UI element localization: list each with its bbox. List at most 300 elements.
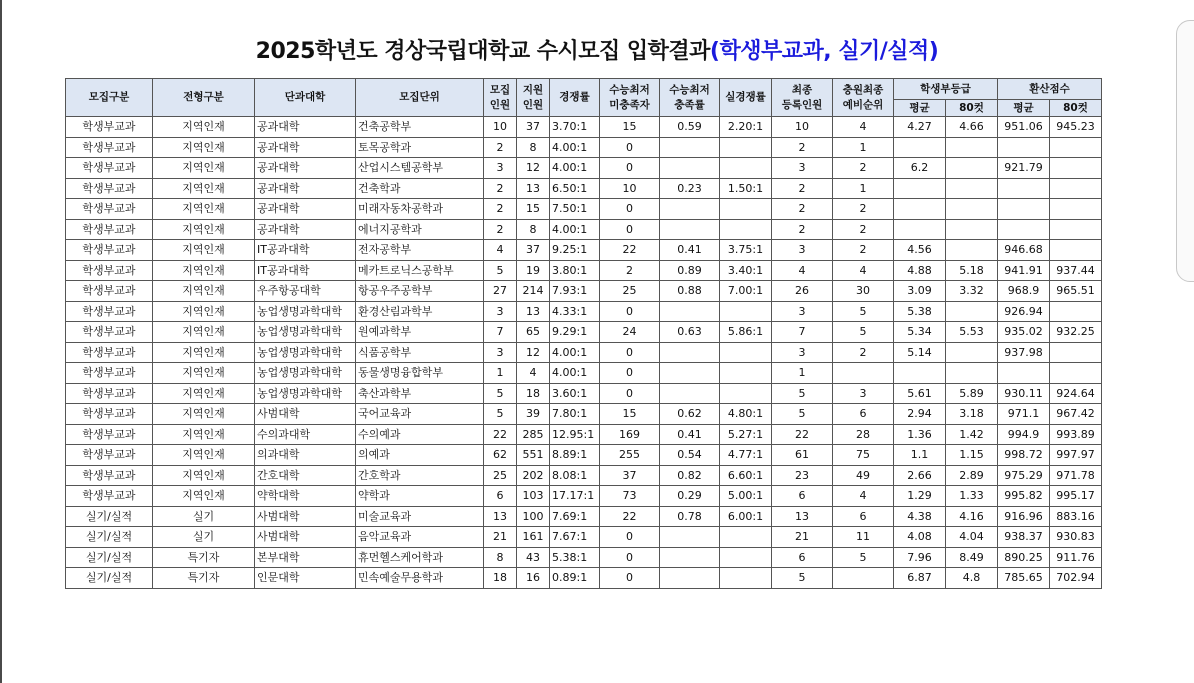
cell-track: 지역인재 [153, 486, 255, 507]
cell-real-ratio: 3.40:1 [720, 260, 772, 281]
cell-real-ratio [720, 158, 772, 179]
col-header-college: 단과대학 [255, 79, 356, 117]
cell-grade-80 [946, 199, 998, 220]
cell-csat-rate: 0.89 [660, 260, 720, 281]
cell-score-80: 932.25 [1050, 322, 1102, 343]
cell-applicants: 39 [517, 404, 550, 425]
cell-type: 학생부교과 [66, 445, 153, 466]
cell-track: 지역인재 [153, 158, 255, 179]
cell-csat-fail: 10 [600, 178, 660, 199]
cell-csat-fail: 255 [600, 445, 660, 466]
cell-grade-avg: 2.94 [894, 404, 946, 425]
cell-score-80: 937.44 [1050, 260, 1102, 281]
cell-applicants: 103 [517, 486, 550, 507]
cell-track: 지역인재 [153, 199, 255, 220]
table-row [66, 178, 1102, 199]
table-row [66, 219, 1102, 240]
cell-type: 실기/실적 [66, 527, 153, 548]
cell-real-ratio: 2.20:1 [720, 117, 772, 138]
cell-score-avg: 971.1 [998, 404, 1050, 425]
cell-final: 22 [772, 424, 833, 445]
cell-csat-rate: 0.54 [660, 445, 720, 466]
cell-final: 4 [772, 260, 833, 281]
cell-quota: 18 [484, 568, 517, 589]
cell-grade-avg: 4.08 [894, 527, 946, 548]
col-header-waitlist-l2: 예비순위 [842, 98, 884, 111]
cell-csat-fail: 15 [600, 404, 660, 425]
table-row [66, 445, 1102, 466]
cell-grade-80: 5.53 [946, 322, 998, 343]
cell-applicants: 43 [517, 547, 550, 568]
title-main: 2025학년도 경상국립대학교 수시모집 입학결과 [255, 39, 710, 64]
cell-score-avg [998, 199, 1050, 220]
cell-csat-fail: 0 [600, 342, 660, 363]
cell-quota: 1 [484, 363, 517, 384]
cell-final: 3 [772, 342, 833, 363]
cell-waitlist: 4 [833, 117, 894, 138]
cell-score-avg: 785.65 [998, 568, 1050, 589]
cell-unit: 미술교육과 [356, 506, 484, 527]
cell-type: 학생부교과 [66, 363, 153, 384]
table-row [66, 424, 1102, 445]
cell-grade-avg: 4.27 [894, 117, 946, 138]
cell-waitlist: 3 [833, 383, 894, 404]
cell-college: 사범대학 [255, 527, 356, 548]
cell-score-80: 911.76 [1050, 547, 1102, 568]
col-header-csat-rate [660, 79, 720, 117]
cell-unit: 간호학과 [356, 465, 484, 486]
col-header-applicants-l1: 지원 [522, 83, 544, 96]
cell-unit: 국어교육과 [356, 404, 484, 425]
cell-grade-avg: 2.66 [894, 465, 946, 486]
cell-grade-avg: 4.38 [894, 506, 946, 527]
cell-grade-80: 4.04 [946, 527, 998, 548]
cell-applicants: 8 [517, 137, 550, 158]
cell-waitlist: 75 [833, 445, 894, 466]
table-row [66, 486, 1102, 507]
cell-final: 10 [772, 117, 833, 138]
cell-unit: 의예과 [356, 445, 484, 466]
cell-csat-fail: 37 [600, 465, 660, 486]
cell-csat-rate: 0.62 [660, 404, 720, 425]
cell-waitlist: 4 [833, 486, 894, 507]
cell-applicants: 4 [517, 363, 550, 384]
title-subtitle: (학생부교과, 실기/실적) [709, 39, 939, 64]
cell-ratio: 9.25:1 [550, 240, 600, 261]
col-header-final [772, 79, 833, 117]
cell-grade-avg: 4.56 [894, 240, 946, 261]
cell-waitlist: 1 [833, 178, 894, 199]
cell-score-80: 997.97 [1050, 445, 1102, 466]
cell-csat-rate: 0.88 [660, 281, 720, 302]
table-row [66, 199, 1102, 220]
cell-real-ratio [720, 568, 772, 589]
cell-grade-80: 4.8 [946, 568, 998, 589]
cell-grade-avg [894, 199, 946, 220]
cell-track: 특기자 [153, 568, 255, 589]
cell-grade-80 [946, 158, 998, 179]
cell-final: 21 [772, 527, 833, 548]
col-header-csat-fail-l2: 미충족자 [609, 98, 650, 111]
cell-ratio: 7.67:1 [550, 527, 600, 548]
cell-grade-avg [894, 219, 946, 240]
cell-score-80 [1050, 137, 1102, 158]
cell-type: 학생부교과 [66, 199, 153, 220]
cell-score-80 [1050, 219, 1102, 240]
cell-real-ratio [720, 301, 772, 322]
cell-unit: 메카트로닉스공학부 [356, 260, 484, 281]
col-header-grade-avg: 평균 [894, 100, 946, 117]
cell-csat-rate [660, 199, 720, 220]
cell-grade-80: 3.18 [946, 404, 998, 425]
cell-csat-fail: 169 [600, 424, 660, 445]
cell-type: 학생부교과 [66, 301, 153, 322]
cell-waitlist: 28 [833, 424, 894, 445]
col-header-unit: 모집단위 [356, 79, 484, 117]
cell-type: 학생부교과 [66, 117, 153, 138]
cell-real-ratio [720, 547, 772, 568]
cell-quota: 5 [484, 404, 517, 425]
cell-csat-fail: 0 [600, 301, 660, 322]
col-header-quota-l1: 모집 [489, 83, 511, 96]
table-row [66, 137, 1102, 158]
cell-ratio: 9.29:1 [550, 322, 600, 343]
cell-ratio: 17.17:1 [550, 486, 600, 507]
table-row [66, 547, 1102, 568]
cell-quota: 2 [484, 199, 517, 220]
cell-csat-rate: 0.23 [660, 178, 720, 199]
cell-grade-avg: 1.1 [894, 445, 946, 466]
cell-csat-rate [660, 219, 720, 240]
cell-type: 학생부교과 [66, 342, 153, 363]
cell-type: 학생부교과 [66, 240, 153, 261]
cell-ratio: 7.80:1 [550, 404, 600, 425]
cell-college: 농업생명과학대학 [255, 363, 356, 384]
cell-unit: 동물생명융합학부 [356, 363, 484, 384]
cell-track: 지역인재 [153, 322, 255, 343]
cell-final: 3 [772, 240, 833, 261]
cell-ratio: 3.80:1 [550, 260, 600, 281]
cell-grade-avg: 5.34 [894, 322, 946, 343]
cell-college: 사범대학 [255, 404, 356, 425]
cell-quota: 27 [484, 281, 517, 302]
cell-grade-80: 1.42 [946, 424, 998, 445]
cell-ratio: 7.93:1 [550, 281, 600, 302]
cell-type: 실기/실적 [66, 547, 153, 568]
cell-track: 지역인재 [153, 301, 255, 322]
cell-unit: 토목공학과 [356, 137, 484, 158]
cell-csat-fail: 0 [600, 568, 660, 589]
table-row [66, 301, 1102, 322]
cell-college: 약학대학 [255, 486, 356, 507]
cell-real-ratio: 4.77:1 [720, 445, 772, 466]
cell-real-ratio [720, 527, 772, 548]
table-row [66, 568, 1102, 589]
cell-type: 학생부교과 [66, 178, 153, 199]
cell-waitlist: 49 [833, 465, 894, 486]
col-header-grade-80: 80컷 [946, 100, 998, 117]
cell-ratio: 3.60:1 [550, 383, 600, 404]
cell-real-ratio: 5.27:1 [720, 424, 772, 445]
cell-grade-80: 4.66 [946, 117, 998, 138]
cell-unit: 환경산림과학부 [356, 301, 484, 322]
cell-quota: 2 [484, 219, 517, 240]
col-header-score-80: 80컷 [1050, 100, 1102, 117]
cell-score-80 [1050, 301, 1102, 322]
cell-ratio: 5.38:1 [550, 547, 600, 568]
cell-applicants: 65 [517, 322, 550, 343]
cell-type: 학생부교과 [66, 424, 153, 445]
cell-track: 실기 [153, 506, 255, 527]
cell-csat-rate [660, 363, 720, 384]
cell-quota: 4 [484, 240, 517, 261]
cell-real-ratio: 6.60:1 [720, 465, 772, 486]
cell-csat-rate [660, 342, 720, 363]
cell-score-80: 924.64 [1050, 383, 1102, 404]
cell-final: 61 [772, 445, 833, 466]
cell-csat-rate [660, 527, 720, 548]
cell-applicants: 202 [517, 465, 550, 486]
cell-final: 6 [772, 547, 833, 568]
cell-type: 학생부교과 [66, 465, 153, 486]
cell-quota: 2 [484, 137, 517, 158]
cell-csat-fail: 0 [600, 383, 660, 404]
cell-real-ratio: 7.00:1 [720, 281, 772, 302]
cell-csat-rate: 0.78 [660, 506, 720, 527]
cell-score-avg: 998.72 [998, 445, 1050, 466]
cell-college: 공과대학 [255, 199, 356, 220]
cell-score-80: 967.42 [1050, 404, 1102, 425]
table-row [66, 465, 1102, 486]
cell-csat-fail: 0 [600, 137, 660, 158]
cell-track: 지역인재 [153, 342, 255, 363]
cell-score-avg: 994.9 [998, 424, 1050, 445]
cell-csat-fail: 22 [600, 506, 660, 527]
cell-type: 학생부교과 [66, 219, 153, 240]
cell-ratio: 4.33:1 [550, 301, 600, 322]
cell-unit: 약학과 [356, 486, 484, 507]
cell-unit: 민속예술무용학과 [356, 568, 484, 589]
cell-applicants: 551 [517, 445, 550, 466]
cell-track: 실기 [153, 527, 255, 548]
cell-waitlist: 5 [833, 301, 894, 322]
cell-waitlist [833, 363, 894, 384]
table-row [66, 383, 1102, 404]
cell-score-avg: 946.68 [998, 240, 1050, 261]
cell-unit: 건축학과 [356, 178, 484, 199]
cell-waitlist: 11 [833, 527, 894, 548]
cell-track: 지역인재 [153, 260, 255, 281]
cell-unit: 건축공학부 [356, 117, 484, 138]
cell-csat-rate: 0.82 [660, 465, 720, 486]
cell-final: 2 [772, 178, 833, 199]
cell-type: 학생부교과 [66, 322, 153, 343]
cell-final: 5 [772, 383, 833, 404]
cell-ratio: 4.00:1 [550, 158, 600, 179]
cell-final: 26 [772, 281, 833, 302]
cell-real-ratio [720, 363, 772, 384]
cell-college: 공과대학 [255, 219, 356, 240]
cell-grade-80: 8.49 [946, 547, 998, 568]
cell-score-80: 965.51 [1050, 281, 1102, 302]
col-header-final-l1: 최종 [791, 83, 813, 96]
cell-csat-rate [660, 137, 720, 158]
cell-applicants: 214 [517, 281, 550, 302]
cell-ratio: 8.08:1 [550, 465, 600, 486]
cell-score-avg: 890.25 [998, 547, 1050, 568]
cell-score-80: 883.16 [1050, 506, 1102, 527]
cell-quota: 6 [484, 486, 517, 507]
cell-unit: 산업시스템공학부 [356, 158, 484, 179]
table-row [66, 363, 1102, 384]
table-row [66, 281, 1102, 302]
cell-applicants: 100 [517, 506, 550, 527]
col-header-ratio: 경쟁률 [550, 79, 600, 117]
cell-grade-80 [946, 342, 998, 363]
col-header-grade-group: 학생부등급 [894, 79, 998, 100]
cell-score-avg: 926.94 [998, 301, 1050, 322]
cell-csat-rate: 0.63 [660, 322, 720, 343]
cell-quota: 7 [484, 322, 517, 343]
cell-grade-80: 1.33 [946, 486, 998, 507]
cell-grade-80 [946, 301, 998, 322]
cell-csat-fail: 15 [600, 117, 660, 138]
cell-waitlist: 5 [833, 547, 894, 568]
cell-score-80 [1050, 178, 1102, 199]
cell-final: 2 [772, 199, 833, 220]
cell-final: 2 [772, 219, 833, 240]
cell-track: 지역인재 [153, 445, 255, 466]
cell-grade-80 [946, 137, 998, 158]
cell-real-ratio [720, 342, 772, 363]
cell-quota: 3 [484, 342, 517, 363]
cell-score-80 [1050, 240, 1102, 261]
table-row [66, 506, 1102, 527]
cell-ratio: 4.00:1 [550, 342, 600, 363]
cell-csat-fail: 0 [600, 547, 660, 568]
cell-grade-80 [946, 219, 998, 240]
cell-csat-rate [660, 547, 720, 568]
cell-college: 의과대학 [255, 445, 356, 466]
cell-quota: 5 [484, 383, 517, 404]
cell-csat-fail: 0 [600, 199, 660, 220]
cell-unit: 미래자동차공학과 [356, 199, 484, 220]
cell-grade-avg: 1.29 [894, 486, 946, 507]
admission-results-table [65, 78, 1102, 589]
cell-grade-avg: 4.88 [894, 260, 946, 281]
cell-unit: 식품공학부 [356, 342, 484, 363]
table-row [66, 117, 1102, 138]
cell-waitlist: 2 [833, 240, 894, 261]
col-header-csat-fail [600, 79, 660, 117]
cell-ratio: 12.95:1 [550, 424, 600, 445]
cell-final: 2 [772, 137, 833, 158]
cell-ratio: 7.50:1 [550, 199, 600, 220]
cell-csat-rate [660, 383, 720, 404]
cell-score-80: 971.78 [1050, 465, 1102, 486]
col-header-type: 모집구분 [66, 79, 153, 117]
cell-ratio: 4.00:1 [550, 363, 600, 384]
cell-waitlist [833, 568, 894, 589]
cell-grade-80: 5.18 [946, 260, 998, 281]
cell-real-ratio: 3.75:1 [720, 240, 772, 261]
cell-unit: 항공우주공학부 [356, 281, 484, 302]
cell-real-ratio [720, 199, 772, 220]
cell-grade-avg: 6.87 [894, 568, 946, 589]
cell-quota: 22 [484, 424, 517, 445]
cell-college: 우주항공대학 [255, 281, 356, 302]
cell-score-avg [998, 219, 1050, 240]
cell-csat-fail: 22 [600, 240, 660, 261]
cell-real-ratio [720, 137, 772, 158]
cell-type: 실기/실적 [66, 568, 153, 589]
cell-applicants: 8 [517, 219, 550, 240]
table-row [66, 158, 1102, 179]
cell-grade-avg [894, 363, 946, 384]
cell-score-80: 995.17 [1050, 486, 1102, 507]
cell-score-avg [998, 137, 1050, 158]
cell-csat-fail: 2 [600, 260, 660, 281]
cell-type: 학생부교과 [66, 260, 153, 281]
cell-csat-rate: 0.59 [660, 117, 720, 138]
cell-college: 공과대학 [255, 158, 356, 179]
cell-score-avg: 921.79 [998, 158, 1050, 179]
cell-track: 지역인재 [153, 178, 255, 199]
col-header-csat-fail-l1: 수능최저 [609, 83, 650, 96]
cell-score-80 [1050, 363, 1102, 384]
cell-final: 6 [772, 486, 833, 507]
cell-college: 농업생명과학대학 [255, 383, 356, 404]
cell-grade-80: 4.16 [946, 506, 998, 527]
cell-score-avg: 995.82 [998, 486, 1050, 507]
cell-unit: 축산과학부 [356, 383, 484, 404]
cell-applicants: 37 [517, 117, 550, 138]
cell-quota: 13 [484, 506, 517, 527]
window-left-edge [0, 0, 2, 683]
cell-waitlist: 4 [833, 260, 894, 281]
cell-applicants: 12 [517, 342, 550, 363]
cell-final: 13 [772, 506, 833, 527]
cell-applicants: 161 [517, 527, 550, 548]
cell-type: 실기/실적 [66, 506, 153, 527]
cell-ratio: 0.89:1 [550, 568, 600, 589]
cell-track: 지역인재 [153, 117, 255, 138]
cell-final: 23 [772, 465, 833, 486]
cell-score-avg: 938.37 [998, 527, 1050, 548]
cell-waitlist: 2 [833, 342, 894, 363]
cell-score-avg: 951.06 [998, 117, 1050, 138]
col-header-track: 전형구분 [153, 79, 255, 117]
table-row [66, 240, 1102, 261]
cell-unit: 에너지공학과 [356, 219, 484, 240]
table-body [66, 117, 1102, 589]
cell-grade-80: 5.89 [946, 383, 998, 404]
cell-real-ratio: 4.80:1 [720, 404, 772, 425]
cell-track: 지역인재 [153, 219, 255, 240]
cell-quota: 2 [484, 178, 517, 199]
cell-quota: 21 [484, 527, 517, 548]
col-header-quota-l2: 인원 [489, 98, 511, 111]
cell-waitlist: 6 [833, 404, 894, 425]
cell-quota: 62 [484, 445, 517, 466]
cell-unit: 원예과학부 [356, 322, 484, 343]
cell-quota: 10 [484, 117, 517, 138]
cell-track: 지역인재 [153, 240, 255, 261]
col-header-quota [484, 79, 517, 117]
cell-final: 5 [772, 404, 833, 425]
cell-type: 학생부교과 [66, 158, 153, 179]
cell-college: 사범대학 [255, 506, 356, 527]
